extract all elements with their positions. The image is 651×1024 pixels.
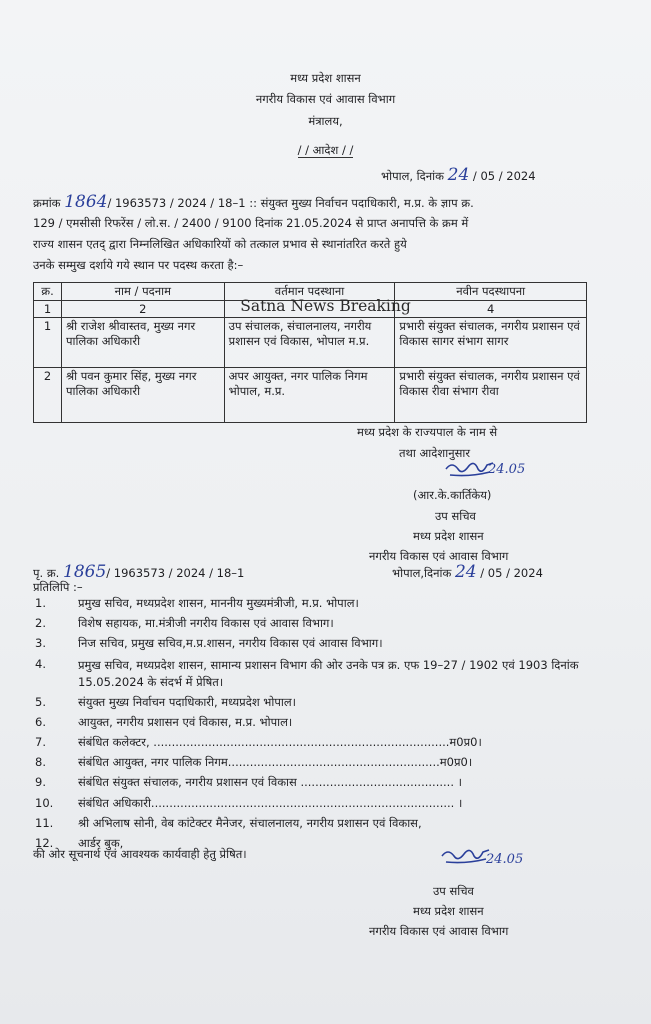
list-text: संबंधित कलेक्टर, .................................................................................म0प्र0। xyxy=(78,734,482,749)
header-department: नगरीय विकास एवं आवास विभाग xyxy=(255,92,396,106)
list-number: 4. xyxy=(35,656,46,671)
list-item xyxy=(33,796,593,816)
colnum-cell: 1 xyxy=(34,300,62,318)
kramank-label: क्रमांक xyxy=(33,196,61,210)
list-number: 3. xyxy=(35,636,46,651)
table-row xyxy=(34,368,587,423)
list-item xyxy=(33,657,593,695)
endorsement-number xyxy=(33,562,245,582)
list-number: 12. xyxy=(35,835,54,850)
row-new-post: प्रभारी संयुक्त संचालक, नगरीय प्रशासन एवं विकास रीवा संभाग रीवा xyxy=(395,368,587,423)
signatory-org-1: मध्य प्रदेश शासन xyxy=(413,529,484,543)
header-cell: क्र. xyxy=(34,283,62,301)
row-number: 2 xyxy=(34,368,62,423)
endorsement-num-handwritten: 1865 xyxy=(63,562,107,582)
signatory-2-org-2: नगरीय विकास एवं आवास विभाग xyxy=(369,924,509,938)
closing-line: की ओर सूचनार्थ एवं आवश्यक कार्यवाही हेतु प्रेषित। xyxy=(33,847,247,861)
copy-label: प्रतिलिपि :– xyxy=(33,580,83,594)
header-cell: नवीन पदस्थापना xyxy=(395,283,587,301)
list-text: आर्डर बुक, xyxy=(78,835,124,850)
body-line-4: उनके सम्मुख दर्शाये गये स्थान पर पदस्थ करता है:– xyxy=(33,258,244,272)
list-item xyxy=(33,735,593,755)
row-number: 1 xyxy=(34,318,62,368)
header-cell: वर्तमान पदस्थाना xyxy=(224,283,395,301)
list-number: 5. xyxy=(35,694,46,709)
watermark-text: Satna News Breaking xyxy=(240,297,411,315)
signatory-org-2: नगरीय विकास एवं आवास विभाग xyxy=(369,549,509,563)
list-item xyxy=(33,816,593,836)
row-name: श्री राजेश श्रीवास्तव, मुख्य नगर पालिका अधिकारी xyxy=(61,318,224,368)
header-ministry: मंत्रालय, xyxy=(308,114,343,128)
list-text: श्री अभिलाष सोनी, वेब कांटेक्टर मैनेजर, संचालनालय, नगरीय प्रशासन एवं विकास, xyxy=(78,815,422,830)
list-number: 6. xyxy=(35,714,46,729)
governor-line-1: मध्य प्रदेश के राज्यपाल के नाम से xyxy=(357,425,498,439)
row-new-post: प्रभारी संयुक्त संचालक, नगरीय प्रशासन एवं विकास सागर संभाग सागर xyxy=(395,318,587,368)
list-number: 10. xyxy=(35,795,54,810)
row-current-post: उप संचालक, संचालनालय, नगरीय प्रशासन एवं विकास, भोपाल म.प्र. xyxy=(224,318,395,368)
signatory-name: (आर.के.कार्तिकेय) xyxy=(413,488,492,502)
row-name: श्री पवन कुमार सिंह, मुख्य नगर पालिका अधिकारी xyxy=(61,368,224,423)
list-text: आयुक्त, नगरीय प्रशासन एवं विकास, म.प्र. भोपाल। xyxy=(78,714,293,729)
body-line-3: राज्य शासन एतद् द्वारा निम्नलिखित अधिकारियों को तत्काल प्रभाव से स्थानांतरित करते हुये xyxy=(33,237,407,251)
date-day-handwritten: 24 xyxy=(447,165,470,185)
list-text: विशेष सहायक, मा.मंत्रीजी नगरीय विकास एवं आवास विभाग। xyxy=(78,616,334,631)
endorsement-rest: / 1963573 / 2024 / 18–1 xyxy=(106,566,245,580)
list-number: 2. xyxy=(35,616,46,631)
list-text: संबंधित संयुक्त संचालक, नगरीय प्रशासन एवं विकास .......................................... । xyxy=(78,775,462,790)
list-text: संबंधित आयुक्त, नगर पालिक निगम..........................................................म0प्र0। xyxy=(78,755,473,770)
order-title-text: / / आदेश / / xyxy=(297,143,354,157)
list-number: 1. xyxy=(35,596,46,610)
endorsement-prefix: पृ. क्र. xyxy=(33,566,60,580)
body-line-1: :: संयुक्त मुख्य निर्वाचन पदाधिकारी, म.प्र. के ज्ञाप क्र. xyxy=(249,196,474,210)
list-text: निज सचिव, प्रमुख सचिव,म.प्र.शासन, नगरीय विकास एवं आवास विभाग। xyxy=(78,636,383,651)
endorsement-date-rest: / 05 / 2024 xyxy=(480,566,543,580)
table-row xyxy=(34,318,587,368)
kramank-number-handwritten: 1864 xyxy=(64,192,108,212)
list-number: 11. xyxy=(35,815,54,830)
header-govt: मध्य प्रदेश शासन xyxy=(290,71,361,85)
list-item xyxy=(33,636,593,656)
list-item xyxy=(33,596,593,616)
list-number: 9. xyxy=(35,775,46,790)
signatory-2-org-1: मध्य प्रदेश शासन xyxy=(413,904,484,918)
date-rest: / 05 / 2024 xyxy=(472,169,536,183)
row-current-post: अपर आयुक्त, नगर पालिक निगम भोपाल, म.प्र. xyxy=(224,368,395,423)
header-cell: नाम / पदनाम xyxy=(61,283,224,301)
endorsement-date xyxy=(392,562,543,582)
list-item xyxy=(33,775,593,795)
endorsement-date-prefix: भोपाल,दिनांक xyxy=(392,566,452,580)
list-text: प्रमुख सचिव, मध्यप्रदेश शासन, सामान्य प्रशासन विभाग की ओर उनके पत्र क्र. एफ 19–27 / 1902 एवं 1903 दिनांक 15.05.2024 के संदर्भ में प्रेषित। xyxy=(78,657,579,689)
list-number: 8. xyxy=(35,755,46,770)
list-item xyxy=(33,616,593,636)
kramank-rest: / 1963573 / 2024 / 18–1 xyxy=(107,196,246,210)
body-line-2: 129 / एमसीसी रिफरेंस / लो.स. / 2400 / 9100 दिनांक 21.05.2024 से प्राप्त अनापत्ति के क्रम में xyxy=(33,216,469,230)
list-text: संबंधित अधिकारी................................................................................... । xyxy=(78,795,463,810)
signatory-designation: उप सचिव xyxy=(435,509,476,523)
governor-line-2: तथा आदेशानुसार xyxy=(399,446,471,460)
list-item xyxy=(33,755,593,775)
date-prefix: भोपाल, दिनांक xyxy=(381,169,444,183)
kramank-line xyxy=(33,192,474,212)
list-item xyxy=(33,695,593,715)
signature-2-date-handwritten: 24.05 xyxy=(486,852,524,867)
list-item xyxy=(33,715,593,735)
colnum-cell: 4 xyxy=(395,300,587,318)
colnum-cell: 2 xyxy=(61,300,224,318)
list-text: संयुक्त मुख्य निर्वाचन पदाधिकारी, मध्यप्रदेश भोपाल। xyxy=(78,694,297,709)
order-date xyxy=(381,165,536,185)
list-text: प्रमुख सचिव, मध्यप्रदेश शासन, माननीय मुख्यमंत्रीजी, म.प्र. भोपाल। xyxy=(78,596,359,610)
copy-list xyxy=(33,596,593,856)
list-number: 7. xyxy=(35,734,46,749)
endorsement-date-day: 24 xyxy=(454,562,477,582)
signature-1-date-handwritten: 24.05 xyxy=(488,462,526,477)
signatory-2-designation: उप सचिव xyxy=(433,884,474,898)
order-title xyxy=(0,143,651,157)
